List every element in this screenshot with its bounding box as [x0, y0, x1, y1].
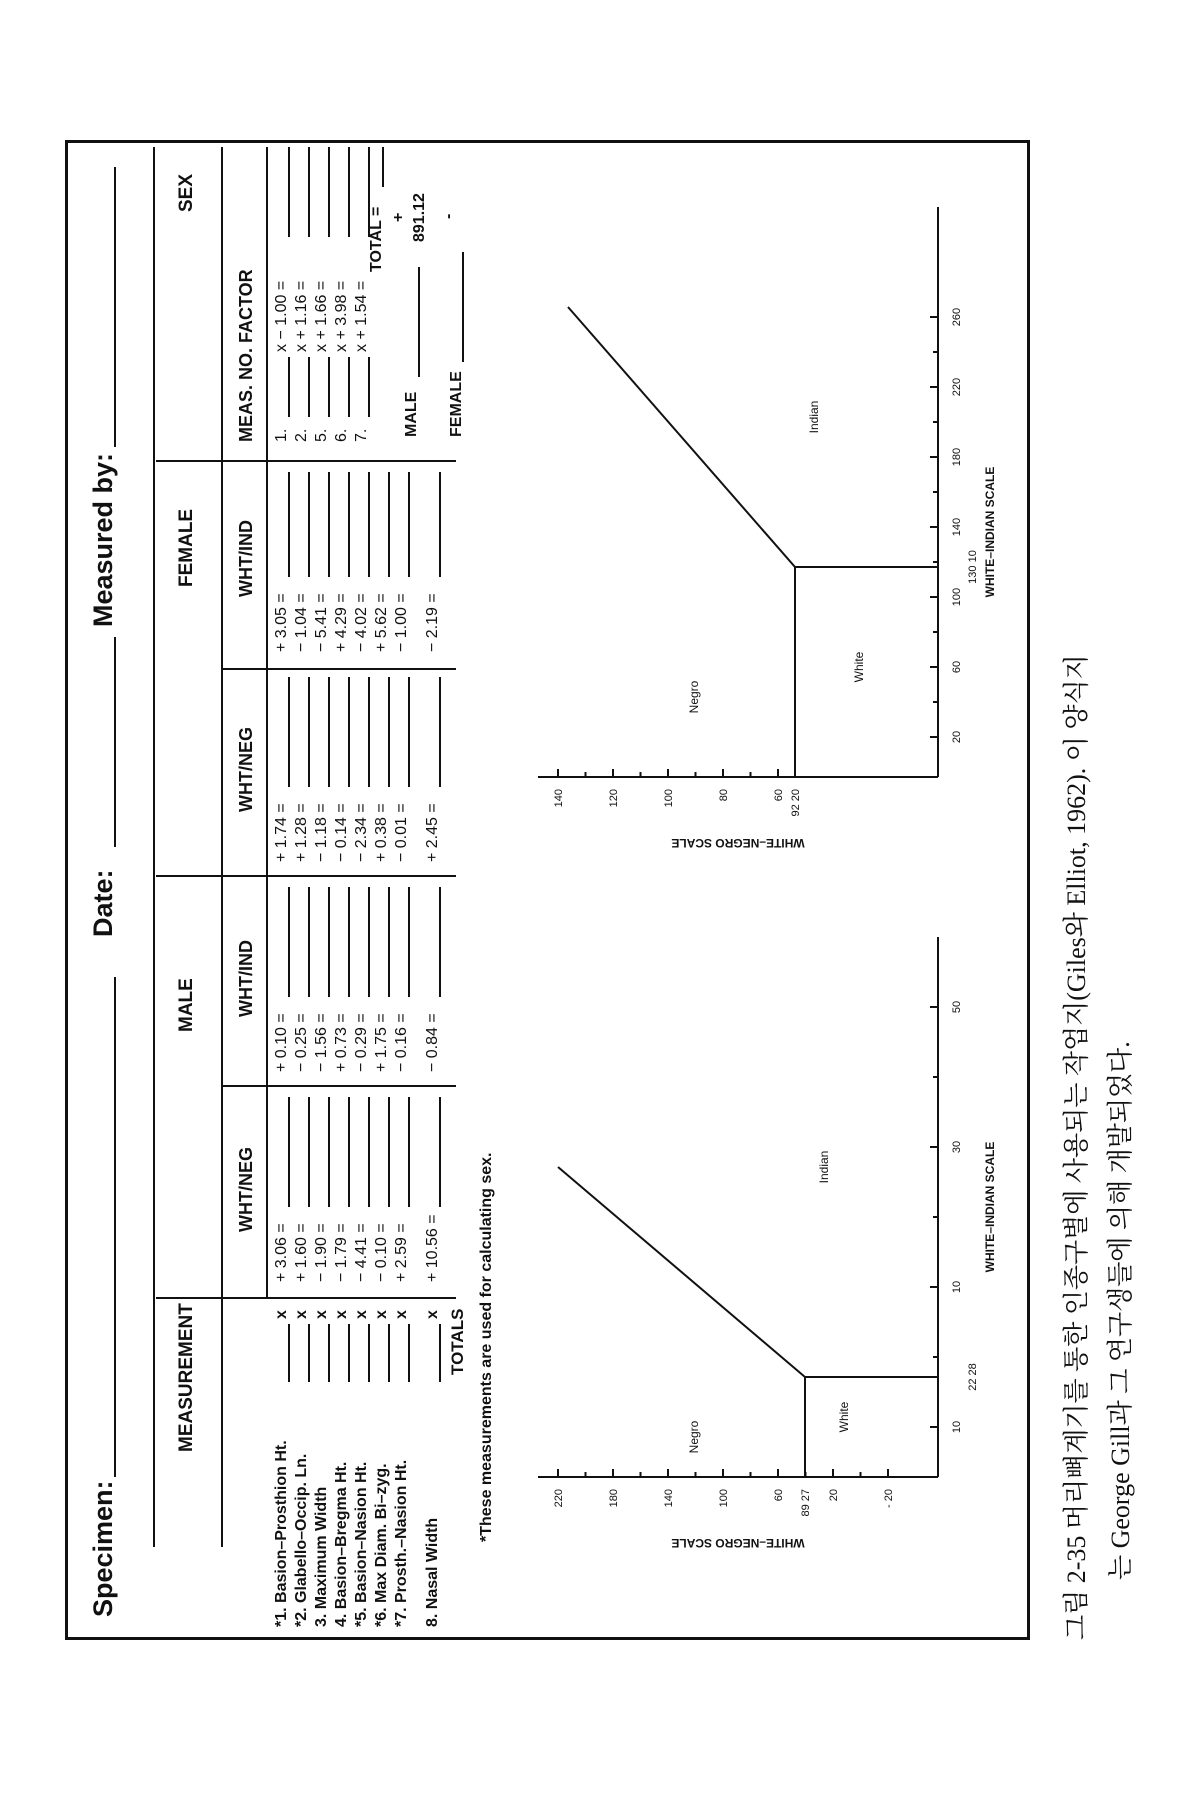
col-sep-2: [156, 875, 456, 877]
measured-by-field[interactable]: [114, 167, 116, 447]
male-wht-ind-factor: + 1.75 =: [373, 1013, 390, 1072]
sex-meas-input[interactable]: [368, 357, 370, 417]
sex-meas-input[interactable]: [348, 357, 350, 417]
measurement-label: 8. Nasal Width: [424, 1517, 441, 1627]
date-label: Date:: [88, 869, 118, 937]
x-tick-label: 30: [951, 1140, 963, 1154]
male-wht-ind-result[interactable]: [348, 887, 350, 997]
measurement-input[interactable]: [388, 1324, 390, 1382]
male-wht-neg-factor: − 4.41 =: [353, 1223, 370, 1282]
diagonal-boundary-line: [568, 307, 795, 567]
col-sep-female: [223, 668, 456, 670]
female-wht-neg-result[interactable]: [288, 677, 290, 787]
col-sep-3: [156, 460, 456, 462]
x-tick-label: 180: [951, 447, 963, 467]
female-wht-ind-result[interactable]: [388, 472, 390, 577]
male-wht-neg-result[interactable]: [388, 1097, 390, 1207]
male-wht-neg-result[interactable]: [288, 1097, 290, 1207]
sex-meas-input[interactable]: [288, 357, 290, 417]
sex-meas-no-factor-header: MEAS. NO. FACTOR: [236, 269, 256, 442]
female-wht-ind-factor: − 1.00 =: [393, 593, 410, 652]
female-wht-neg-factor: + 2.45 =: [424, 803, 441, 862]
x-sectioning-label: 130 10: [967, 550, 979, 584]
multiply-mark: x: [424, 1310, 441, 1319]
multiply-mark: x: [313, 1310, 330, 1319]
x-tick-label: 140: [951, 517, 963, 537]
multiply-mark: x: [353, 1310, 370, 1319]
specimen-field[interactable]: [114, 977, 116, 1477]
measurement-input[interactable]: [328, 1324, 330, 1382]
region-label-indian: Indian: [817, 1150, 831, 1184]
x-tick-label: 10: [951, 1420, 963, 1434]
male-wht-ind-factor: − 0.84 =: [424, 1013, 441, 1072]
col-sep-1: [156, 1297, 456, 1299]
female-wht-ind-factor: + 3.05 =: [273, 593, 290, 652]
measurement-label: *7. Prosth.–Nasion Ht.: [393, 1459, 410, 1627]
measurement-label: *5. Basion–Nasion Ht.: [353, 1461, 370, 1627]
x-sectioning-label: 22 28: [967, 1363, 979, 1391]
sex-result[interactable]: [308, 147, 310, 237]
measurement-header: MEASUREMENT: [176, 1303, 197, 1452]
female-wht-neg-result[interactable]: [388, 677, 390, 787]
y-tick-label: 60: [773, 789, 785, 802]
y-tick-label: 140: [553, 789, 565, 808]
male-wht-ind-result[interactable]: [439, 887, 441, 997]
y-axis-title: WHITE–NEGRO SCALE: [671, 1536, 805, 1550]
sex-factor: x + 1.54 =: [353, 280, 370, 352]
sub-header-rule: [266, 147, 268, 1299]
sub-header-rule-top: [221, 147, 223, 1299]
sex-male-field[interactable]: [418, 267, 420, 377]
specimen-label: Specimen:: [88, 1480, 118, 1617]
worksheet-frame: [65, 140, 1030, 1640]
sex-factor: x + 1.66 =: [313, 280, 330, 352]
figure-caption: [1055, 140, 1143, 1640]
sex-plus: +: [390, 212, 407, 222]
table-top-rule: [153, 147, 155, 1547]
male-wht-ind-result[interactable]: [308, 887, 310, 997]
sex-sectioning-point: 891.12: [411, 193, 428, 242]
female-wht-ind-result[interactable]: [348, 472, 350, 577]
date-field[interactable]: [114, 637, 116, 847]
measured-by-label: Measured by:: [88, 452, 118, 627]
male-wht-ind-result[interactable]: [388, 887, 390, 997]
y-tick-label: 20: [828, 1489, 840, 1502]
male-wht-neg-result[interactable]: [439, 1097, 441, 1207]
totals-label: TOTALS: [448, 1308, 467, 1375]
female-wht-ind-result[interactable]: [408, 472, 410, 577]
sex-meas-input[interactable]: [328, 357, 330, 417]
female-wht-neg-factor: − 0.14 =: [333, 803, 350, 862]
x-tick-label: 220: [951, 377, 963, 397]
male-wht-ind-result[interactable]: [408, 887, 410, 997]
male-wht-neg-result[interactable]: [308, 1097, 310, 1207]
sex-result[interactable]: [348, 147, 350, 237]
sex-female-field[interactable]: [462, 252, 464, 362]
chart-2: [538, 167, 1008, 867]
female-wht-ind-factor: − 4.02 =: [353, 593, 370, 652]
female-wht-ind-header: WHT/IND: [236, 520, 256, 597]
male-wht-ind-result[interactable]: [288, 887, 290, 997]
male-wht-ind-factor: + 0.73 =: [333, 1013, 350, 1072]
y-tick-label: 100: [663, 789, 675, 808]
male-wht-neg-factor: + 10.56 =: [424, 1214, 441, 1282]
sex-factor: x + 3.98 =: [333, 280, 350, 352]
male-wht-neg-header: WHT/NEG: [236, 1147, 256, 1232]
sex-meas-no: 2.: [293, 428, 310, 442]
male-wht-ind-result[interactable]: [328, 887, 330, 997]
female-wht-ind-result[interactable]: [288, 472, 290, 577]
region-label-negro: Negro: [687, 680, 701, 714]
male-wht-neg-factor: + 3.06 =: [273, 1223, 290, 1282]
footnote: *These measurements are used for calculating sex.: [478, 1152, 495, 1542]
female-wht-ind-result[interactable]: [368, 472, 370, 577]
male-wht-ind-factor: − 0.29 =: [353, 1013, 370, 1072]
female-wht-neg-result[interactable]: [308, 677, 310, 787]
male-wht-neg-result[interactable]: [348, 1097, 350, 1207]
sex-meas-no: 6.: [333, 428, 350, 442]
caption-line-1: 그림 2-35 머리뼈계기를 통한 인종구별에 사용되는 작업지(Giles와 Elliot, 1962). 이 양식지: [1062, 654, 1091, 1640]
measurement-label: *1. Basion–Prosthion Ht.: [273, 1440, 290, 1627]
female-wht-neg-result[interactable]: [439, 677, 441, 787]
region-label-indian: Indian: [807, 400, 821, 434]
x-tick-label: 20: [951, 730, 963, 744]
sex-meas-no: 5.: [313, 428, 330, 442]
female-wht-neg-result[interactable]: [408, 677, 410, 787]
sex-header: SEX: [176, 173, 197, 212]
female-wht-neg-factor: + 1.28 =: [293, 803, 310, 862]
sex-male-label: MALE: [403, 391, 420, 437]
female-wht-ind-factor: − 1.04 =: [293, 593, 310, 652]
female-wht-ind-factor: + 5.62 =: [373, 593, 390, 652]
female-wht-neg-factor: − 1.18 =: [313, 803, 330, 862]
region-label-negro: Negro: [687, 1420, 701, 1454]
y-tick-label: 120: [608, 789, 620, 808]
y-tick-label: 180: [608, 1489, 620, 1508]
male-wht-neg-factor: − 0.10 =: [373, 1223, 390, 1282]
female-wht-ind-result[interactable]: [308, 472, 310, 577]
female-wht-neg-result[interactable]: [348, 677, 350, 787]
x-axis-title: WHITE–INDIAN SCALE: [983, 466, 997, 598]
sex-factor: x − 1.00 =: [273, 280, 290, 352]
y-tick-label: - 20: [883, 1489, 895, 1508]
female-header: FEMALE: [176, 508, 197, 587]
caption-line-2: 는 George Gill과 그 연구생들에 의해 개발되었다.: [1106, 1041, 1135, 1580]
measurement-input[interactable]: [288, 1324, 290, 1382]
female-wht-ind-result[interactable]: [439, 472, 441, 577]
male-wht-neg-factor: + 2.59 =: [393, 1223, 410, 1282]
x-tick-label: 260: [951, 307, 963, 327]
female-wht-neg-header: WHT/NEG: [236, 727, 256, 812]
sex-minus: -: [440, 213, 457, 219]
y-tick-label: 140: [663, 1489, 675, 1508]
sex-meas-no: 1.: [273, 428, 290, 442]
male-wht-ind-factor: + 0.10 =: [273, 1013, 290, 1072]
y-sectioning-label: 89 27: [800, 1489, 812, 1517]
male-wht-neg-result[interactable]: [328, 1097, 330, 1207]
region-label-white: White: [837, 1401, 851, 1433]
sex-total-field[interactable]: [382, 147, 384, 187]
measurement-input[interactable]: [439, 1324, 441, 1382]
multiply-mark: x: [333, 1310, 350, 1319]
diagonal-boundary-line: [558, 1167, 805, 1377]
male-wht-ind-factor: − 1.56 =: [313, 1013, 330, 1072]
male-wht-neg-factor: + 1.60 =: [293, 1223, 310, 1282]
female-wht-neg-result[interactable]: [328, 677, 330, 787]
sex-total-label: TOTAL =: [368, 206, 385, 272]
sex-meas-no: 7.: [353, 428, 370, 442]
measurement-input[interactable]: [408, 1324, 410, 1382]
female-wht-ind-factor: − 2.19 =: [424, 593, 441, 652]
female-wht-neg-factor: − 0.01 =: [393, 803, 410, 862]
y-tick-label: 100: [718, 1489, 730, 1508]
y-sectioning-label: 92 20: [790, 789, 802, 817]
y-tick-label: 220: [553, 1489, 565, 1508]
male-wht-neg-factor: − 1.90 =: [313, 1223, 330, 1282]
sex-result[interactable]: [288, 147, 290, 237]
multiply-mark: x: [273, 1310, 290, 1319]
measurement-header-rule: [221, 1299, 223, 1547]
sex-result[interactable]: [328, 147, 330, 237]
male-wht-ind-result[interactable]: [368, 887, 370, 997]
female-wht-neg-factor: + 1.74 =: [273, 803, 290, 862]
male-wht-neg-result[interactable]: [368, 1097, 370, 1207]
x-tick-label: 100: [951, 587, 963, 607]
male-wht-ind-factor: − 0.16 =: [393, 1013, 410, 1072]
female-wht-neg-result[interactable]: [368, 677, 370, 787]
female-wht-ind-factor: − 5.41 =: [313, 593, 330, 652]
measurement-label: 4. Basion–Bregma Ht.: [333, 1461, 350, 1627]
female-wht-neg-factor: + 0.38 =: [373, 803, 390, 862]
male-wht-ind-factor: − 0.25 =: [293, 1013, 310, 1072]
col-sep-male: [223, 1085, 456, 1087]
y-tick-label: 80: [718, 789, 730, 802]
y-tick-label: 60: [773, 1489, 785, 1502]
multiply-mark: x: [393, 1310, 410, 1319]
sex-female-label: FEMALE: [448, 371, 465, 437]
x-tick-label: 10: [951, 1280, 963, 1294]
multiply-mark: x: [373, 1310, 390, 1319]
sex-meas-input[interactable]: [308, 357, 310, 417]
x-tick-label: 50: [951, 1000, 963, 1014]
multiply-mark: x: [293, 1310, 310, 1319]
female-wht-ind-factor: + 4.29 =: [333, 593, 350, 652]
measurement-input[interactable]: [348, 1324, 350, 1382]
x-axis-title: WHITE–INDIAN SCALE: [983, 1141, 997, 1273]
measurement-label: *2. Glabello–Occip. Ln.: [293, 1453, 310, 1627]
female-wht-neg-factor: − 2.34 =: [353, 803, 370, 862]
x-tick-label: 60: [951, 660, 963, 674]
male-wht-ind-header: WHT/IND: [236, 940, 256, 1017]
female-wht-ind-result[interactable]: [328, 472, 330, 577]
measurement-input[interactable]: [308, 1324, 310, 1382]
male-header: MALE: [176, 978, 197, 1032]
chart-1: [538, 907, 1008, 1567]
male-wht-neg-factor: − 1.79 =: [333, 1223, 350, 1282]
measurement-label: 3. Maximum Width: [313, 1486, 330, 1627]
y-axis-title: WHITE–NEGRO SCALE: [671, 836, 805, 850]
measurement-label: *6. Max Diam. Bi–zyg.: [373, 1463, 390, 1627]
measurement-input[interactable]: [368, 1324, 370, 1382]
region-label-white: White: [852, 651, 866, 683]
sex-factor: x + 1.16 =: [293, 280, 310, 352]
male-wht-neg-result[interactable]: [408, 1097, 410, 1207]
